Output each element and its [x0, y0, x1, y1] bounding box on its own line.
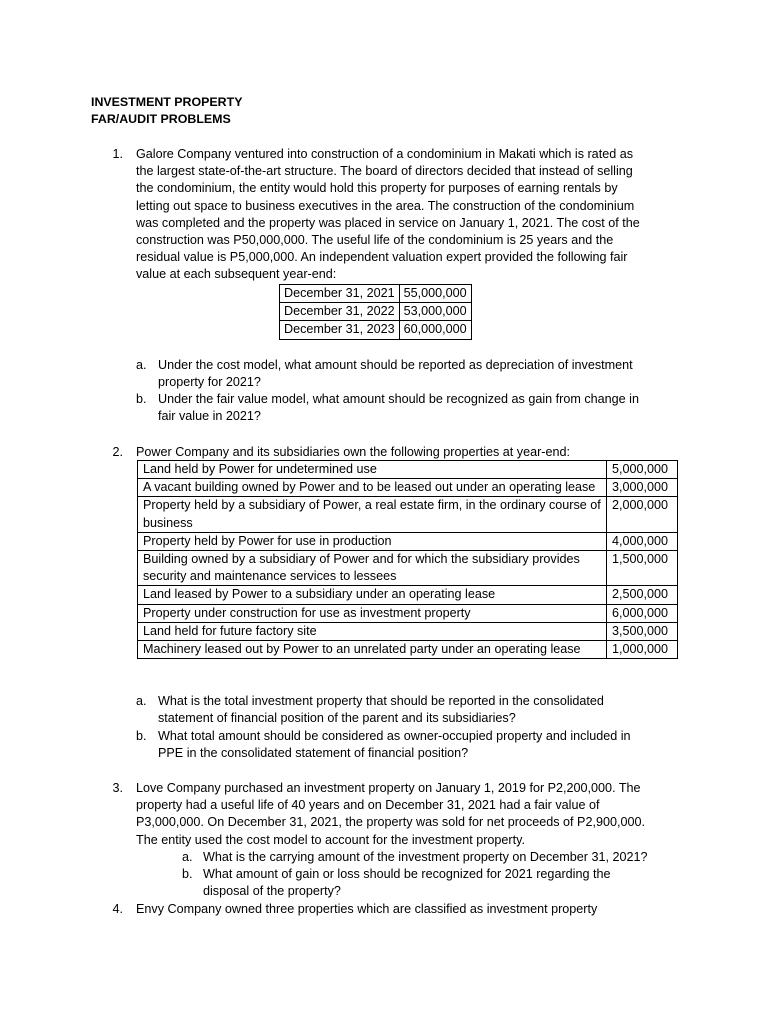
sub-line: What is the carrying amount of the investment property on December 31, 2021? [203, 850, 648, 864]
sub-line: PPE in the consolidated statement of financial position? [158, 746, 469, 761]
sub-line: What amount of gain or loss should be recognized for 2021 regarding the [203, 867, 611, 881]
q3-sub-letter: b. [182, 867, 193, 881]
question-4-text: Envy Company owned three properties which are classified as investment property [136, 902, 598, 916]
property-description: A vacant building owned by Power and to be leased out under an operating lease [138, 479, 607, 497]
sub-line: What is the total investment property that should be reported in the consolidated [158, 694, 604, 708]
question-3-number: 3. [112, 781, 123, 795]
property-description: Land held for future factory site [138, 622, 607, 640]
question-1-number: 1. [112, 147, 123, 161]
property-description: Property under construction for use as investment property [138, 604, 607, 622]
sub-line: disposal of the property? [203, 884, 341, 899]
q3-sub-question-a [203, 849, 648, 866]
table-row [138, 586, 678, 604]
document-subtitle: FAR/AUDIT PROBLEMS [91, 112, 231, 126]
document-title: INVESTMENT PROPERTY [91, 95, 243, 109]
table-row [280, 321, 472, 339]
q3-line: P3,000,000. On December 31, 2021, the property was sold for net proceeds of P2,900,000. [136, 815, 645, 830]
property-description: Land leased by Power to a subsidiary under an operating lease [138, 586, 607, 604]
table-row [138, 479, 678, 497]
table-row [138, 622, 678, 640]
property-description: Property held by a subsidiary of Power, a real estate firm, in the ordinary course of business [138, 497, 607, 532]
q1-line: letting out space to business executives in the area. The construction of the condominium [136, 198, 635, 213]
q3-line: property had a useful life of 40 years and on December 31, 2021 had a fair value of [136, 798, 600, 813]
q1-line: Galore Company ventured into construction of a condominium in Makati which is rated as [136, 147, 633, 161]
table-row [280, 303, 472, 321]
question-3-text [136, 780, 645, 849]
q1-line: the condominium, the entity would hold this property for purposes of earning rentals by [136, 181, 618, 196]
q2-sub-question-b [158, 728, 631, 762]
q1-line: was completed and the property was placed in service on January 1, 2021. The cost of the [136, 215, 640, 230]
sub-line: Under the cost model, what amount should be reported as depreciation of investment [158, 358, 633, 372]
sub-line: What total amount should be considered as owner-occupied property and included in [158, 729, 631, 743]
question-2-intro: Power Company and its subsidiaries own the following properties at year-end: [136, 445, 571, 459]
properties-table [137, 460, 678, 659]
sub-line: property for 2021? [158, 375, 261, 390]
property-amount: 6,000,000 [607, 604, 678, 622]
q1-line: residual value is P5,000,000. An independent valuation expert provided the following fair [136, 250, 628, 265]
question-4-number: 4. [112, 902, 123, 916]
table-row [138, 461, 678, 479]
q2-sub-letter: a. [136, 694, 147, 708]
property-amount: 3,000,000 [607, 479, 678, 497]
table-row [138, 604, 678, 622]
property-description: Property held by Power for use in production [138, 532, 607, 550]
property-amount: 4,000,000 [607, 532, 678, 550]
q1-sub-question-a [158, 357, 633, 391]
fair-value-table [279, 284, 472, 340]
sub-line: statement of financial position of the parent and its subsidiaries? [158, 711, 516, 726]
q1-line: value at each subsequent year-end: [136, 267, 337, 282]
property-description: Building owned by a subsidiary of Power and for which the subsidiary provides security and maintenance services to lessees [138, 551, 607, 586]
property-amount: 3,500,000 [607, 622, 678, 640]
q3-line: Love Company purchased an investment property on January 1, 2019 for P2,200,000. The [136, 781, 641, 795]
q2-sub-question-a [158, 693, 604, 727]
property-amount: 1,000,000 [607, 641, 678, 659]
fair-value-amount: 55,000,000 [399, 285, 471, 303]
table-row [280, 285, 472, 303]
fair-value-date: December 31, 2021 [280, 285, 400, 303]
property-amount: 5,000,000 [607, 461, 678, 479]
q1-sub-question-b [158, 391, 639, 425]
q1-line: construction was P50,000,000. The useful life of the condominium is 25 years and the [136, 232, 614, 247]
table-row [138, 532, 678, 550]
fair-value-amount: 60,000,000 [399, 321, 471, 339]
sub-line: fair value in 2021? [158, 409, 261, 424]
fair-value-date: December 31, 2022 [280, 303, 400, 321]
property-description: Land held by Power for undetermined use [138, 461, 607, 479]
q1-sub-letter: b. [136, 392, 147, 406]
fair-value-date: December 31, 2023 [280, 321, 400, 339]
question-1-text [136, 146, 640, 284]
table-row [138, 497, 678, 532]
property-amount: 2,500,000 [607, 586, 678, 604]
property-amount: 1,500,000 [607, 551, 678, 586]
q2-sub-letter: b. [136, 729, 147, 743]
sub-line: Under the fair value model, what amount should be recognized as gain from change in [158, 392, 639, 406]
table-row [138, 641, 678, 659]
table-row [138, 551, 678, 586]
q1-sub-letter: a. [136, 358, 147, 372]
property-description: Machinery leased out by Power to an unrelated party under an operating lease [138, 641, 607, 659]
q3-line: The entity used the cost model to account for the investment property. [136, 832, 525, 847]
property-amount: 2,000,000 [607, 497, 678, 532]
q1-line: the largest state-of-the-art structure. The board of directors decided that instead of selling [136, 164, 633, 179]
q3-sub-question-b [203, 866, 610, 900]
q3-sub-letter: a. [182, 850, 193, 864]
fair-value-amount: 53,000,000 [399, 303, 471, 321]
question-2-number: 2. [112, 445, 123, 459]
